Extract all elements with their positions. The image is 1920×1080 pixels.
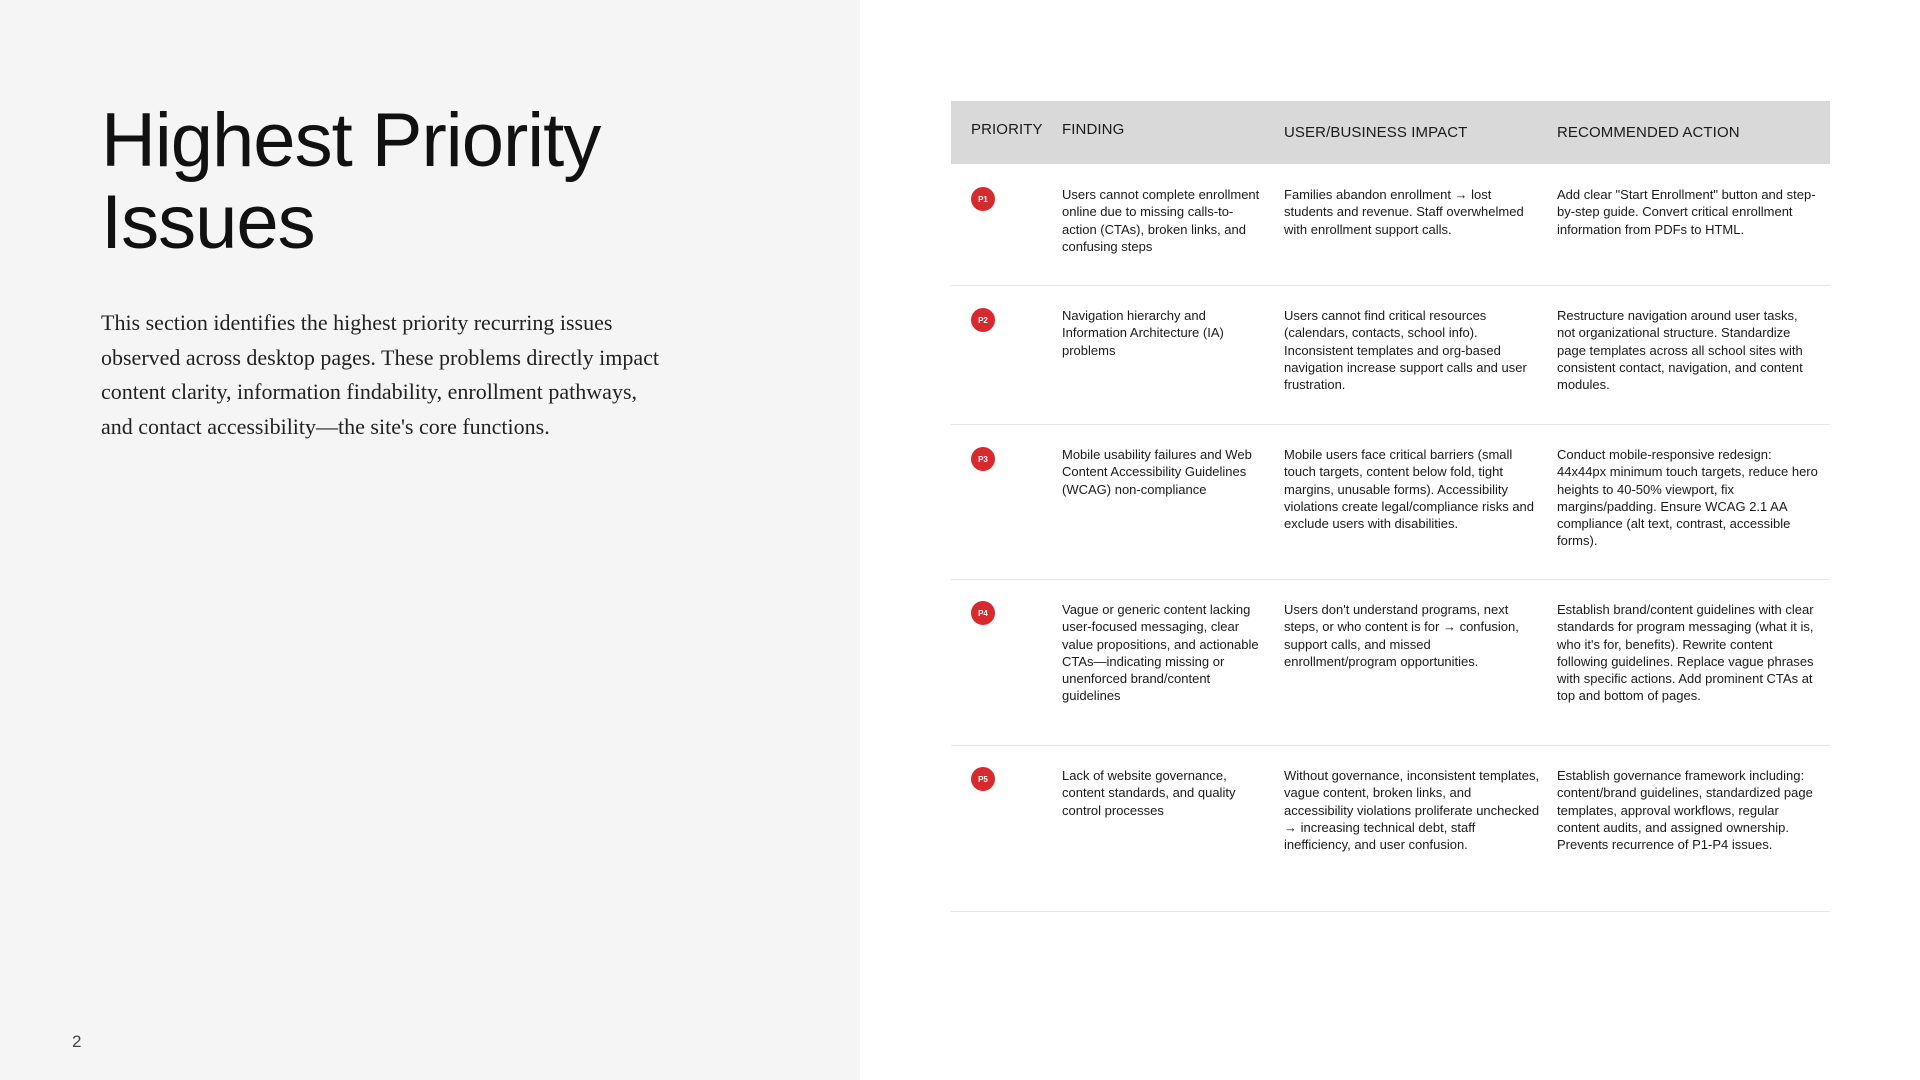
- finding-cell: Lack of website governance, content standards, and quality control processes: [1062, 768, 1236, 818]
- action-cell: Establish brand/content guidelines with clear standards for program messaging (what it is, who it's for, benefits). Rewrite content following guidelines. Replace vague phrases with specific actions. Add prominent CTAs at top and bottom of pages.: [1557, 602, 1814, 704]
- action-cell: Conduct mobile-responsive redesign: 44x44px minimum touch targets, reduce hero heights to 40-50% viewport, fix margins/padding. Ensure WCAG 2.1 AA compliance (alt text, contrast, accessible forms).: [1557, 447, 1818, 549]
- table-row: [951, 286, 1830, 425]
- finding-cell: Navigation hierarchy and Information Architecture (IA) problems: [1062, 308, 1224, 358]
- page-number: 2: [72, 1032, 82, 1051]
- impact-cell: Users cannot find critical resources (calendars, contacts, school info). Inconsistent templates and org-based navigation increase support calls and user frustration.: [1284, 308, 1527, 393]
- impact-cell: Without governance, inconsistent templates, vague content, broken links, and accessibility violations proliferate unchecked → increasing technical debt, staff inefficiency, and user confusion.: [1284, 768, 1540, 853]
- table-row: [951, 746, 1830, 912]
- finding-cell: Users cannot complete enrollment online due to missing calls-to-action (CTAs), broken links, and confusing steps: [1062, 187, 1260, 254]
- table-header: [951, 101, 1830, 164]
- table-row: [951, 425, 1830, 580]
- priority-issues-table: [951, 101, 1830, 912]
- left-panel: [0, 0, 860, 1080]
- finding-cell: Mobile usability failures and Web Content Accessibility Guidelines (WCAG) non-compliance: [1062, 447, 1252, 497]
- priority-badge: P1: [971, 187, 995, 211]
- table-row: [951, 580, 1830, 746]
- header-priority: PRIORITY: [971, 121, 1043, 138]
- priority-badge: P2: [971, 308, 995, 332]
- finding-cell: Vague or generic content lacking user-focused messaging, clear value propositions, and actionable CTAs—indicating missing or unenforced brand/content guidelines: [1062, 602, 1259, 704]
- header-action: RECOMMENDED ACTION: [1557, 124, 1740, 141]
- action-cell: Restructure navigation around user tasks, not organizational structure. Standardize page templates across all school sites with consistent contact, navigation, and content modules.: [1557, 308, 1803, 393]
- impact-cell: Families abandon enrollment → lost students and revenue. Staff overwhelmed with enrollment support calls.: [1284, 187, 1524, 237]
- priority-badge: P5: [971, 767, 995, 791]
- intro-paragraph: This section identifies the highest priority recurring issues observed across desktop pages. These problems directly impact content clarity, information findability, enrollment pathways, and contact accessibility—the site's core functions.: [101, 310, 659, 439]
- table-row: [951, 164, 1830, 286]
- action-cell: Add clear "Start Enrollment" button and step-by-step guide. Convert critical enrollment information from PDFs to HTML.: [1557, 187, 1816, 237]
- impact-cell: Users don't understand programs, next steps, or who content is for → confusion, support calls, and missed enrollment/program opportunities.: [1284, 602, 1519, 669]
- priority-badge: P4: [971, 601, 995, 625]
- page-title: Highest Priority Issues: [101, 98, 601, 265]
- impact-cell: Mobile users face critical barriers (small touch targets, content below fold, tight margins, unusable forms). Accessibility violations create legal/compliance risks and exclude users with disabilities.: [1284, 447, 1535, 532]
- action-cell: Establish governance framework including: content/brand guidelines, standardized page templates, approval workflows, regular content audits, and assigned ownership. Prevents recurrence of P1-P4 issues.: [1557, 768, 1813, 853]
- header-impact: USER/BUSINESS IMPACT: [1284, 124, 1468, 141]
- header-finding: FINDING: [1062, 121, 1125, 138]
- priority-badge: P3: [971, 447, 995, 471]
